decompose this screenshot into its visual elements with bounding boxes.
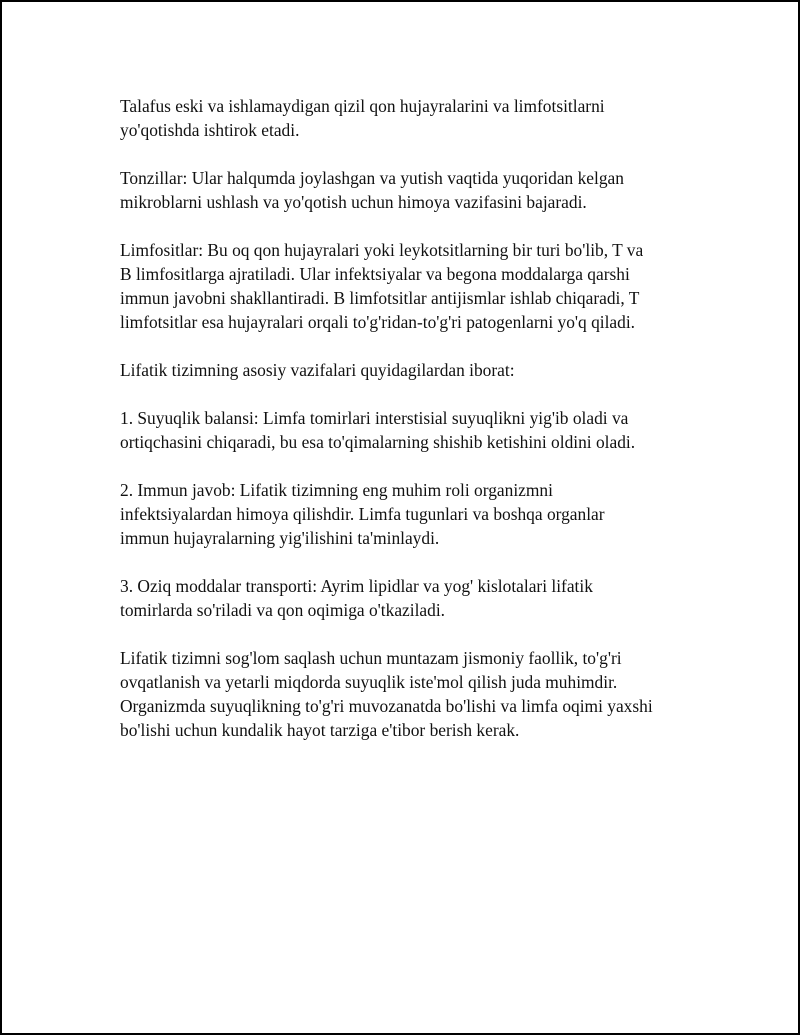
paragraph-tonzillar: Tonzillar: Ular halqumda joylashgan va yutish vaqtida yuqoridan kelgan mikroblarni ushlash va yo'qotish uchun himoya vazifasini bajaradi. — [120, 168, 624, 212]
paragraph-functions-intro: Lifatik tizimning asosiy vazifalari quyidagilardan iborat: — [120, 360, 515, 380]
paragraph-talafus: Talafus eski va ishlamaydigan qizil qon hujayralarini va limfotsitlarni yo'qotishda ishtirok etadi. — [120, 96, 605, 140]
paragraph-limfositlar: Limfositlar: Bu oq qon hujayralari yoki leykotsitlarning bir turi bo'lib, T va B limfositlarga ajratiladi. Ular infektsiyalar va begona moddalarga qarshi immun javobni shakllantiradi. B limfotsitlar antijismlar ishlab chiqaradi, T limfotsitlar esa hujayralari orqali to'g'ridan-to'g'ri patogenlarni yo'q qiladi. — [120, 240, 644, 332]
list-item-immune-response: 2. Immun javob: Lifatik tizimning eng muhim roli organizmni infektsiyalardan himoya qilishdir. Limfa tugunlari va boshqa organlar immun hujayralarning yig'ilishini ta'minlaydi. — [120, 480, 605, 548]
list-item-nutrient-transport: 3. Oziq moddalar transporti: Ayrim lipidlar va yog' kislotalari lifatik tomirlarda so'riladi va qon oqimiga o'tkaziladi. — [120, 576, 593, 620]
document-body — [120, 94, 700, 766]
list-item-fluid-balance: 1. Suyuqlik balansi: Limfa tomirlari interstisial suyuqlikni yig'ib oladi va ortiqchasini chiqaradi, bu esa to'qimalarning shishib ketishini oldini oladi. — [120, 408, 636, 452]
paragraph-conclusion: Lifatik tizimni sog'lom saqlash uchun muntazam jismoniy faollik, to'g'ri ovqatlanish va yetarli miqdorda suyuqlik iste'mol qilish juda muhimdir. Organizmda suyuqlikning to'g'ri muvozanatda bo'lishi va limfa oqimi yaxshi bo'lishi uchun kundalik hayot tarziga e'tibor berish kerak. — [120, 648, 653, 740]
